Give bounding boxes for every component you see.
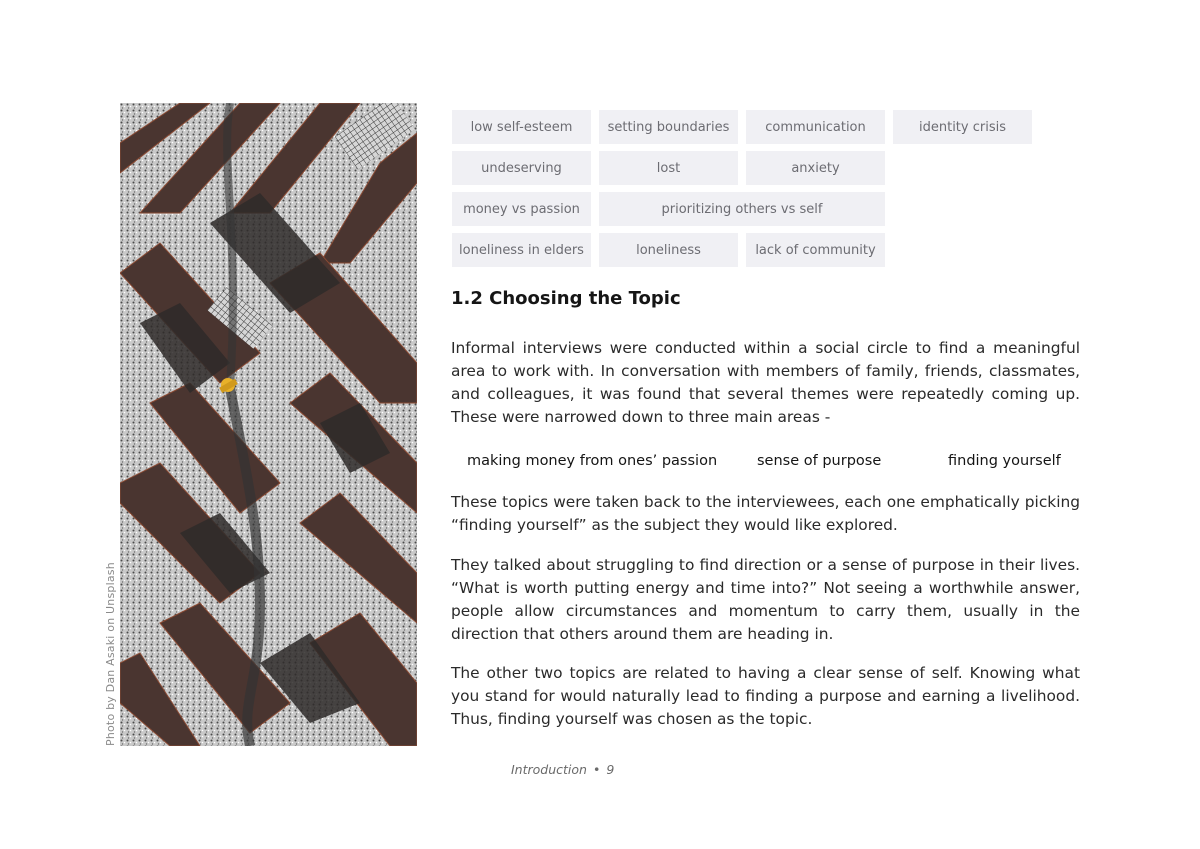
tag-prioritizing-others: prioritizing others vs self (599, 192, 885, 226)
tag-loneliness: loneliness (599, 233, 738, 267)
tag-lost: lost (599, 151, 738, 185)
tag-lack-of-community: lack of community (746, 233, 885, 267)
area-finding-yourself: finding yourself (948, 453, 1061, 469)
area-sense-of-purpose: sense of purpose (757, 453, 882, 469)
tag-identity-crisis: identity crisis (893, 110, 1032, 144)
main-areas (451, 453, 1080, 477)
tag-communication: communication (746, 110, 885, 144)
tag-money-vs-passion: money vs passion (452, 192, 591, 226)
area-money-passion: making money from ones’ passion (467, 453, 718, 469)
page-number: 9 (606, 762, 615, 777)
maze-photo (120, 103, 417, 746)
photo-credit: Photo by Dan Asaki on Unsplash (104, 562, 117, 746)
tag-setting-boundaries: setting boundaries (599, 110, 738, 144)
theme-tags (452, 110, 1052, 270)
section-title: 1.2 Choosing the Topic (451, 288, 681, 309)
tag-loneliness-in-elders: loneliness in elders (452, 233, 591, 267)
footer-chapter: Introduction (511, 762, 587, 777)
tag-anxiety: anxiety (746, 151, 885, 185)
tag-undeserving: undeserving (452, 151, 591, 185)
paragraph-direction: They talked about struggling to find direction or a sense of purpose in their lives. “What is worth putting energy and time into?” Not seeing a worthwhile answer, people allow circumstances and momentum to carry them, usually in the direction that others around them are heading in. (451, 556, 1080, 643)
paragraph-conclusion: The other two topics are related to having a clear sense of self. Knowing what you stand for would naturally lead to finding a purpose and earning a livelihood. Thus, finding yourself was chosen as the topic. (451, 664, 1080, 728)
paragraph-intro: Informal interviews were conducted within a social circle to find a meaningful area to work with. In conversation with members of family, friends, classmates, and colleagues, it was found that several themes were repeatedly coming up. These were narrowed down to three main areas - (451, 339, 1080, 426)
footer-separator: • (592, 762, 601, 777)
tag-low-self-esteem: low self-esteem (452, 110, 591, 144)
page-footer (511, 762, 614, 777)
paragraph-interviewees: These topics were taken back to the interviewees, each one emphatically picking “finding yourself” as the subject they would like explored. (451, 493, 1080, 534)
